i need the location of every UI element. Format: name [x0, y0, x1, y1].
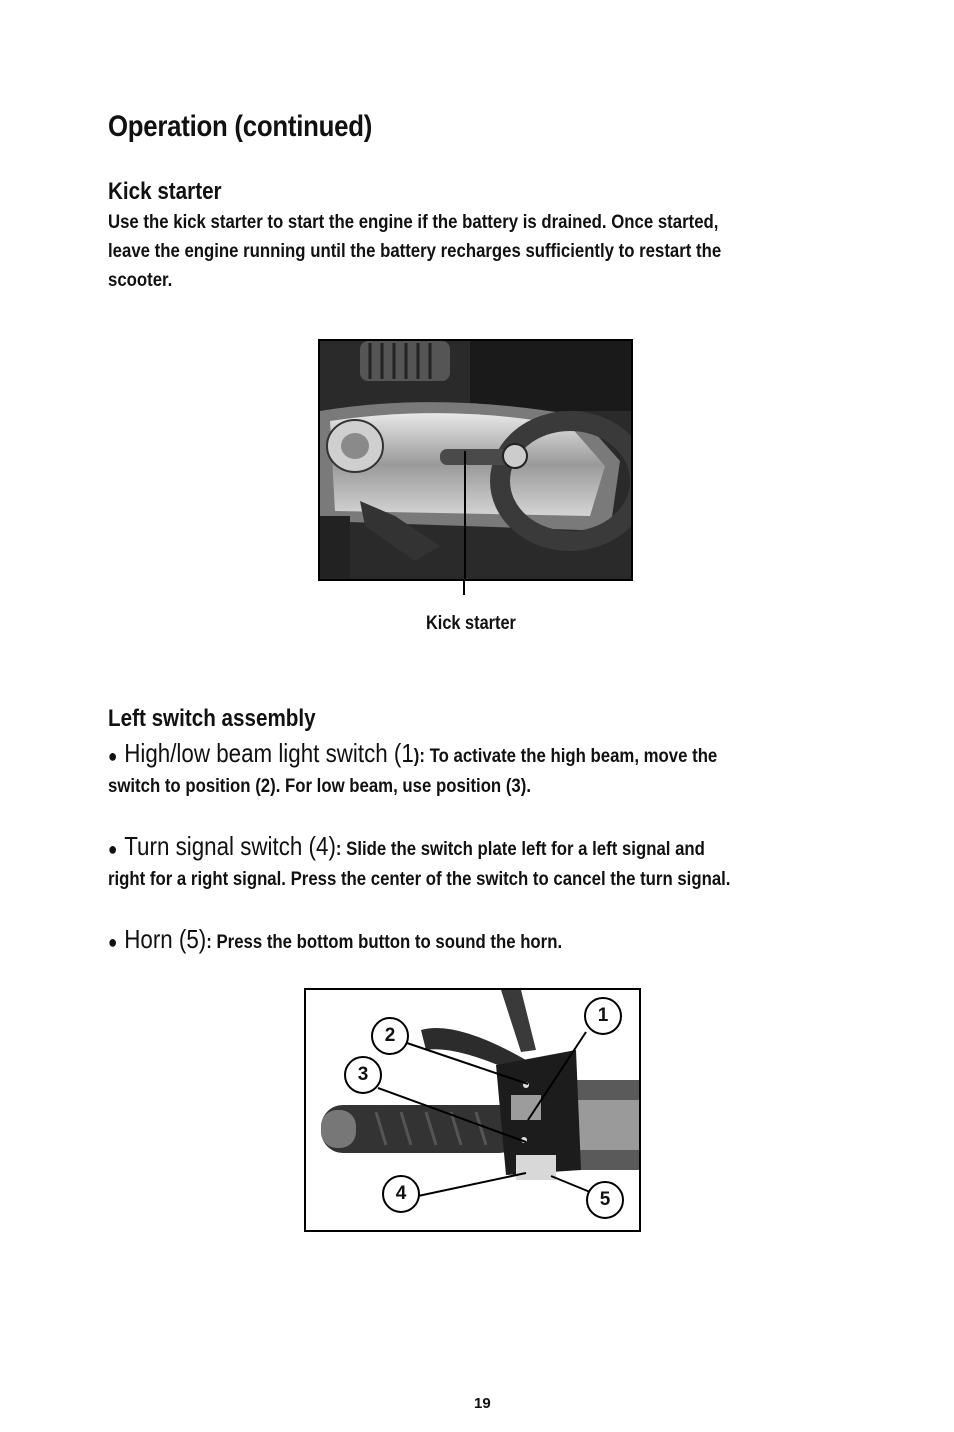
kick-starter-body-line: Use the kick starter to start the engine if the battery is drained. Once started, [108, 211, 719, 233]
callout-1: 1 [584, 997, 622, 1035]
callout-2: 2 [371, 1017, 409, 1055]
kick-starter-body-line: leave the engine running until the battery recharges sufficiently to restart the [108, 240, 722, 262]
bullet-text-line2: switch to position (2). For low beam, use position (3). [108, 775, 531, 797]
bullet-lead: High/low beam light switch (1 [124, 738, 414, 768]
bullet-icon: ● [108, 932, 118, 952]
kick-starter-illustration [320, 341, 631, 579]
bullet-icon: ● [108, 839, 118, 859]
kick-starter-caption: Kick starter [426, 613, 516, 634]
bullet-text: ): To activate the high beam, move the [413, 745, 718, 767]
switch-assembly-heading: Left switch assembly [108, 705, 316, 732]
callout-4: 4 [382, 1175, 420, 1213]
list-item-horn [108, 924, 865, 957]
kick-starter-body-line: scooter. [108, 269, 173, 291]
bullet-text: : Press the bottom button to sound the horn. [206, 931, 563, 953]
bullet-lead: Horn (5) [124, 924, 207, 954]
list-item-turn-signal [108, 831, 865, 894]
bullet-icon: ● [108, 746, 118, 766]
bullet-lead: Turn signal switch (4) [124, 831, 336, 861]
kick-starter-heading: Kick starter [108, 178, 222, 205]
bullet-text: : Slide the switch plate left for a left signal and [335, 838, 705, 860]
kick-starter-photo [318, 339, 633, 581]
kick-starter-leader-line [463, 579, 465, 595]
kick-starter-body [108, 208, 848, 295]
callout-5: 5 [586, 1181, 624, 1219]
page-title: Operation (continued) [108, 110, 373, 143]
bullet-text-line2: right for a right signal. Press the center of the switch to cancel the turn signal. [108, 868, 731, 890]
page-number: 19 [474, 1395, 491, 1412]
list-item-beam-switch [108, 738, 865, 801]
callout-3: 3 [344, 1056, 382, 1094]
